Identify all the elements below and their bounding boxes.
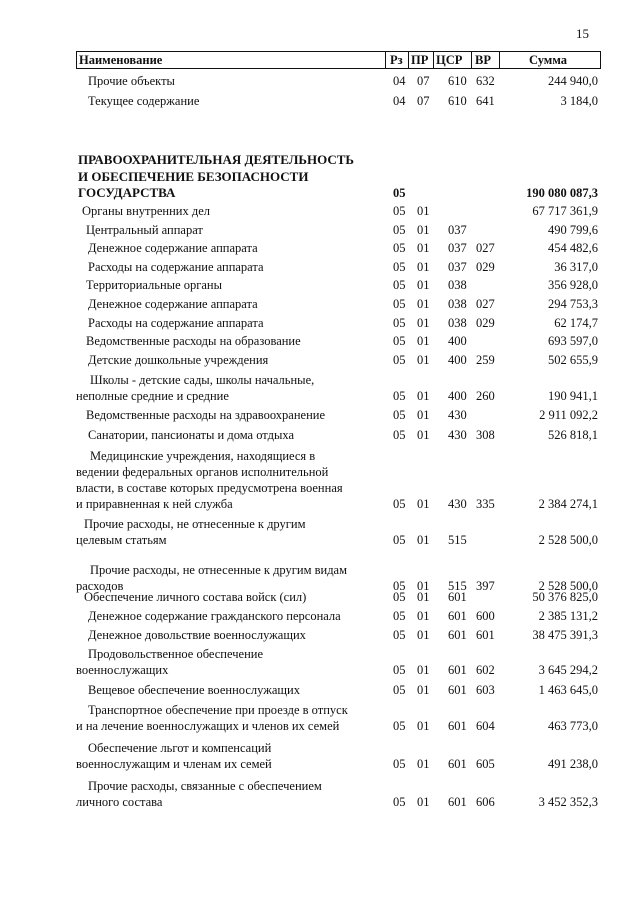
- row-pr: 01: [417, 223, 430, 237]
- row-vr: 259: [476, 353, 495, 367]
- row-rz: 05: [393, 628, 406, 642]
- section-title-line: ПРАВООХРАНИТЕЛЬНАЯ ДЕЯТЕЛЬНОСТЬ: [78, 152, 355, 167]
- row-sum: 463 773,0: [548, 719, 598, 733]
- row-rz: 05: [393, 497, 406, 511]
- row-label: ведении федеральных органов исполнительной: [76, 465, 329, 479]
- row-pr: 01: [417, 389, 430, 403]
- row-sum: 1 463 645,0: [538, 683, 598, 697]
- row-sum: 356 928,0: [548, 278, 598, 292]
- row-csr: 400: [448, 353, 467, 367]
- row-label: власти, в составе которых предусмотрена военная: [76, 481, 343, 495]
- row-rz: 05: [393, 389, 406, 403]
- row-vr: 603: [476, 683, 495, 697]
- row-rz: 05: [393, 353, 406, 367]
- row-sum: 526 818,1: [548, 428, 598, 442]
- row-csr: 430: [448, 497, 467, 511]
- row-vr: 029: [476, 316, 495, 330]
- row-csr: 037: [448, 223, 467, 237]
- row-csr: 038: [448, 316, 467, 330]
- section-sum: 190 080 087,3: [526, 186, 598, 200]
- row-rz: 05: [393, 428, 406, 442]
- row-label: и на лечение военнослужащих и членов их семей: [76, 719, 340, 733]
- row-sum: 3 645 294,2: [538, 663, 598, 677]
- row-vr: 604: [476, 719, 495, 733]
- row-csr: 601: [448, 609, 467, 623]
- row-rz: 04: [393, 74, 406, 88]
- row-vr: 641: [476, 94, 495, 108]
- row-pr: 01: [417, 590, 430, 604]
- row-label: Центральный аппарат: [86, 223, 203, 237]
- row-label: Обеспечение льгот и компенсаций: [88, 741, 272, 755]
- row-csr: 430: [448, 408, 467, 422]
- row-sum: 2 384 274,1: [538, 497, 598, 511]
- row-csr: 037: [448, 241, 467, 255]
- row-rz: 05: [393, 533, 406, 547]
- row-label: Прочие расходы, связанные с обеспечением: [88, 779, 322, 793]
- row-rz: 05: [393, 719, 406, 733]
- row-rz: 05: [393, 590, 406, 604]
- row-csr: 601: [448, 719, 467, 733]
- row-sum: 2 528 500,0: [538, 579, 598, 593]
- row-label: Прочие объекты: [88, 74, 175, 88]
- row-sum: 67 717 361,9: [532, 204, 598, 218]
- row-vr: 308: [476, 428, 495, 442]
- row-vr: 605: [476, 757, 495, 771]
- row-csr: 038: [448, 278, 467, 292]
- row-pr: 01: [417, 497, 430, 511]
- row-csr: 515: [448, 579, 467, 593]
- row-label: Медицинские учреждения, находящиеся в: [90, 449, 316, 463]
- row-label: целевым статьям: [76, 533, 167, 547]
- row-label: Денежное содержание гражданского персонала: [88, 609, 341, 623]
- row-pr: 01: [417, 316, 430, 330]
- row-label: Санатории, пансионаты и дома отдыха: [88, 428, 294, 442]
- row-pr: 01: [417, 579, 430, 593]
- row-vr: 606: [476, 795, 495, 809]
- row-rz: 05: [393, 683, 406, 697]
- row-sum: 491 238,0: [548, 757, 598, 771]
- row-label: военнослужащих: [76, 663, 169, 677]
- row-sum: 36 317,0: [554, 260, 598, 274]
- row-label: Денежное содержание аппарата: [88, 241, 258, 255]
- row-pr: 01: [417, 683, 430, 697]
- row-sum: 2 528 500,0: [538, 533, 598, 547]
- row-label: Денежное довольствие военнослужащих: [88, 628, 306, 642]
- row-csr: 601: [448, 757, 467, 771]
- row-vr: 600: [476, 609, 495, 623]
- row-sum: 693 597,0: [548, 334, 598, 348]
- section-title-line: ГОСУДАРСТВА: [78, 185, 176, 200]
- row-vr: 027: [476, 297, 495, 311]
- row-csr: 601: [448, 663, 467, 677]
- row-csr: 037: [448, 260, 467, 274]
- row-csr: 515: [448, 533, 467, 547]
- row-vr: 335: [476, 497, 495, 511]
- row-sum: 2 385 131,2: [538, 609, 598, 623]
- row-rz: 05: [393, 757, 406, 771]
- row-rz: 05: [393, 408, 406, 422]
- row-vr: 602: [476, 663, 495, 677]
- row-csr: 400: [448, 389, 467, 403]
- header-vr: ВР: [475, 53, 491, 67]
- row-label: Денежное содержание аппарата: [88, 297, 258, 311]
- table-header: [76, 51, 601, 69]
- row-label: Обеспечение личного состава войск (сил): [84, 590, 307, 604]
- row-csr: 400: [448, 334, 467, 348]
- row-label: Продовольственное обеспечение: [88, 647, 263, 661]
- row-vr: 632: [476, 74, 495, 88]
- row-sum: 490 799,6: [548, 223, 598, 237]
- row-rz: 05: [393, 278, 406, 292]
- row-label: личного состава: [76, 795, 163, 809]
- row-pr: 01: [417, 757, 430, 771]
- row-csr: 601: [448, 628, 467, 642]
- row-pr: 07: [417, 94, 430, 108]
- row-label: военнослужащим и членам их семей: [76, 757, 272, 771]
- row-pr: 01: [417, 204, 430, 218]
- row-csr: 610: [448, 94, 467, 108]
- row-rz: 05: [393, 223, 406, 237]
- row-pr: 01: [417, 260, 430, 274]
- section-title-line: И ОБЕСПЕЧЕНИЕ БЕЗОПАСНОСТИ: [78, 168, 309, 184]
- row-csr: 601: [448, 795, 467, 809]
- page-number: 15: [576, 26, 589, 41]
- row-rz: 05: [393, 297, 406, 311]
- row-label: Территориальные органы: [86, 278, 223, 292]
- row-label: неполные средние и средние: [76, 389, 229, 403]
- row-label: Текущее содержание: [88, 94, 200, 108]
- row-pr: 01: [417, 353, 430, 367]
- row-vr: 601: [476, 628, 495, 642]
- row-pr: 01: [417, 297, 430, 311]
- row-label: Прочие расходы, не отнесенные к другим: [84, 517, 306, 531]
- row-pr: 01: [417, 628, 430, 642]
- row-label: Ведомственные расходы на здравоохранение: [86, 408, 326, 422]
- row-label: и приравненная к ней служба: [76, 497, 233, 511]
- row-rz: 05: [393, 579, 406, 593]
- row-pr: 01: [417, 278, 430, 292]
- row-pr: 01: [417, 408, 430, 422]
- row-rz: 05: [393, 334, 406, 348]
- row-label: расходов: [76, 579, 124, 593]
- row-sum: 502 655,9: [548, 353, 598, 367]
- row-sum: 190 941,1: [548, 389, 598, 403]
- header-rz: Рз: [390, 53, 403, 67]
- row-vr: 029: [476, 260, 495, 274]
- row-pr: 01: [417, 609, 430, 623]
- row-label: Школы - детские сады, школы начальные,: [90, 373, 315, 387]
- row-label: Органы внутренних дел: [82, 204, 211, 218]
- row-pr: 01: [417, 334, 430, 348]
- row-vr: 260: [476, 389, 495, 403]
- row-sum: 454 482,6: [548, 241, 598, 255]
- row-label: Прочие расходы, не отнесенные к другим видам: [90, 563, 348, 577]
- row-sum: 2 911 092,2: [539, 408, 598, 422]
- row-sum: 62 174,7: [554, 316, 598, 330]
- row-sum: 50 376 825,0: [532, 590, 598, 604]
- row-label: Ведомственные расходы на образование: [86, 334, 301, 348]
- row-label: Расходы на содержание аппарата: [88, 260, 264, 274]
- row-csr: 430: [448, 428, 467, 442]
- row-rz: 05: [393, 316, 406, 330]
- row-csr: 601: [448, 590, 467, 604]
- header-csr: ЦСР: [436, 53, 463, 67]
- row-label: Транспортное обеспечение при проезде в отпуск: [88, 703, 348, 717]
- row-sum: 3 184,0: [560, 94, 598, 108]
- row-sum: 3 452 352,3: [538, 795, 598, 809]
- header-sum: Сумма: [529, 53, 567, 67]
- row-rz: 05: [393, 609, 406, 623]
- row-label: Вещевое обеспечение военнослужащих: [88, 683, 300, 697]
- row-pr: 01: [417, 533, 430, 547]
- row-rz: 05: [393, 795, 406, 809]
- row-sum: 244 940,0: [548, 74, 598, 88]
- row-label: Расходы на содержание аппарата: [88, 316, 264, 330]
- row-vr: 027: [476, 241, 495, 255]
- row-pr: 07: [417, 74, 430, 88]
- row-rz: 05: [393, 204, 406, 218]
- row-rz: 05: [393, 260, 406, 274]
- row-rz: 05: [393, 663, 406, 677]
- row-rz: 04: [393, 94, 406, 108]
- row-vr: 397: [476, 579, 495, 593]
- row-pr: 01: [417, 428, 430, 442]
- row-csr: 601: [448, 683, 467, 697]
- row-label: Детские дошкольные учреждения: [88, 353, 269, 367]
- row-pr: 01: [417, 795, 430, 809]
- header-name: Наименование: [79, 53, 163, 67]
- row-sum: 294 753,3: [548, 297, 598, 311]
- row-rz: 05: [393, 241, 406, 255]
- row-pr: 01: [417, 663, 430, 677]
- row-sum: 38 475 391,3: [532, 628, 598, 642]
- row-pr: 01: [417, 241, 430, 255]
- section-rz: 05: [393, 186, 406, 200]
- row-pr: 01: [417, 719, 430, 733]
- header-pr: ПР: [411, 53, 429, 67]
- section-title: [78, 152, 354, 202]
- row-csr: 610: [448, 74, 467, 88]
- row-csr: 038: [448, 297, 467, 311]
